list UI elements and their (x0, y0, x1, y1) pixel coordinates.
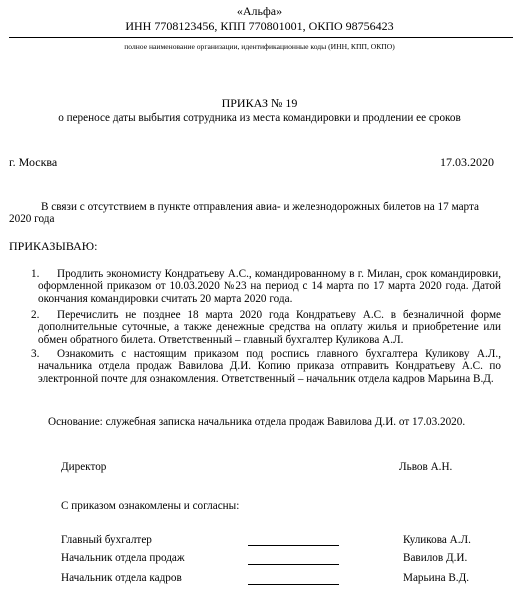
signature-name: Куликова А.Л. (403, 534, 471, 546)
item-text: Ознакомить с настоящим приказом под роспись главного бухгалтера Куликову А.Л., начальника отдела продаж Вавилова Д.И. Копию приказа отправить Кондратьеву А.С. по электронной почте для ознакомления. Ответственный – начальник отдела кадров Марьина В.Д. (38, 348, 501, 385)
item-number: 3. (31, 348, 40, 360)
item-number: 2. (31, 309, 40, 321)
signature-line (248, 545, 339, 546)
item-number: 1. (31, 268, 40, 280)
company-name: «Альфа» (236, 4, 283, 18)
acquainted-heading: С приказом ознакомлены и согласны: (61, 500, 240, 512)
header-caption: полное наименование организации, идентификационные коды (ИНН, КПП, ОКПО) (124, 42, 395, 51)
company-codes: ИНН 7708123456, КПП 770801001, ОКПО 98756423 (125, 19, 394, 33)
basis-line: Основание: служебная записка начальника отдела продаж Вавилова Д.И. от 17.03.2020. (48, 416, 466, 428)
item-text: Перечислить не позднее 18 марта 2020 года Кондратьеву А.С. в безналичной форме дополнительные суточные, а также денежные средства на оплату жилья и приобретение или обмен обратного билета. Ответственный – главный бухгалтер Куликова А.Л. (38, 309, 501, 346)
header-rule (9, 37, 513, 38)
signature-line (248, 564, 339, 565)
order-date: 17.03.2020 (440, 155, 494, 169)
order-title: ПРИКАЗ № 19 (221, 96, 298, 110)
signature-role: Начальник отдела продаж (61, 552, 185, 564)
preamble-paragraph: В связи с отсутствием в пункте отправления авиа- и железнодорожных билетов на 17 марта 2020 года (9, 201, 479, 226)
signature-line (248, 584, 339, 585)
item-text: Продлить экономисту Кондратьеву А.С., командированному в г. Милан, срок командировки, оформленной приказом от 10.03.2020 №23 на период с 14 марта по 17 марта 2020 года. Датой окончания командировки считать 20 марта 2020 года. (38, 268, 501, 305)
director-name: Львов А.Н. (399, 461, 453, 473)
order-word: ПРИКАЗЫВАЮ: (9, 239, 98, 253)
signature-name: Марьина В.Д. (403, 572, 470, 584)
signature-name: Вавилов Д.И. (403, 552, 468, 564)
order-subject: о переносе даты выбытия сотрудника из места командировки и продлении ее сроков (58, 112, 461, 124)
signature-role: Главный бухгалтер (61, 534, 152, 546)
director-role: Директор (61, 461, 107, 473)
order-city: г. Москва (9, 155, 58, 169)
signature-role: Начальник отдела кадров (61, 572, 182, 584)
